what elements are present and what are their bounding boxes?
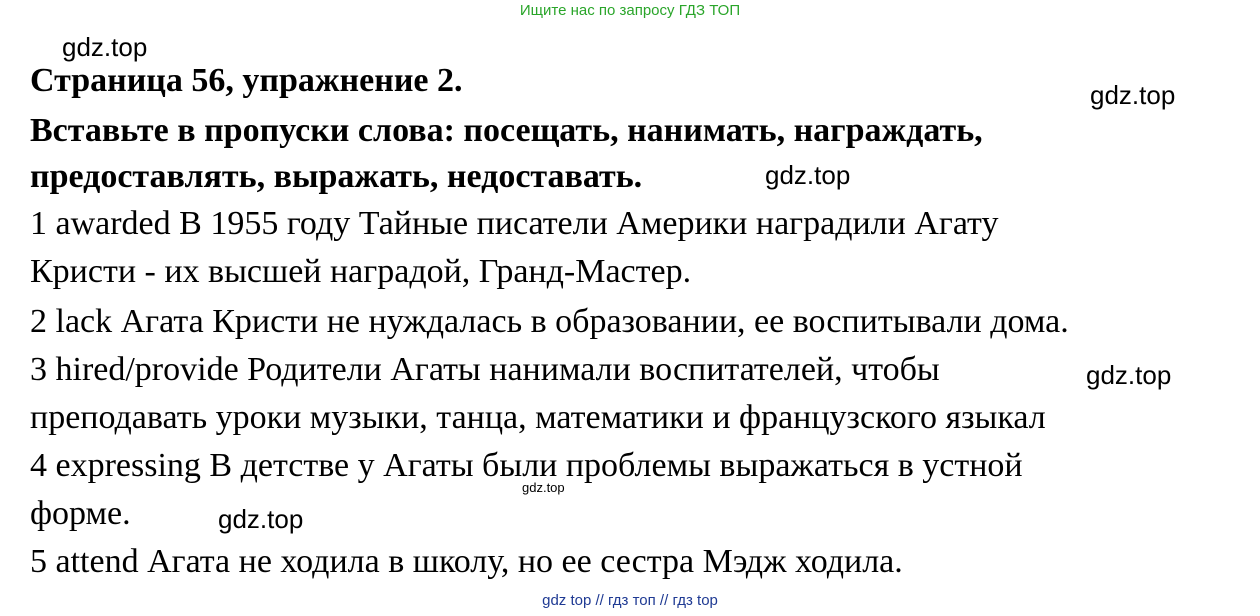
footer-separator: //: [655, 592, 673, 609]
watermark-text: gdz.top: [1090, 80, 1176, 110]
footer-links: [0, 592, 1260, 609]
watermark-text: gdz.top: [522, 480, 565, 495]
top-banner: Ищите нас по запросу ГДЗ ТОП: [519, 2, 741, 19]
answer-line: 3 hired/provide Родители Агаты нанимали воспитателей, чтобы: [30, 351, 940, 388]
footer-link-gdz-top-ru[interactable]: гдз топ: [608, 592, 656, 609]
instruction-line: Вставьте в пропуски слова: посещать, нанимать, награждать,: [30, 112, 983, 149]
answer-line: Кристи - их высшей наградой, Гранд-Мастер.: [30, 253, 692, 290]
answer-line: 2 lack Агата Кристи не нуждалась в образовании, ее воспитывали дома.: [30, 303, 1069, 340]
answer-line: 5 attend Агата не ходила в школу, но ее сестра Мэдж ходила.: [30, 543, 903, 580]
answer-line: 4 expressing В детстве у Агаты были проблемы выражаться в устной: [30, 447, 1023, 484]
page-title: Страница 56, упражнение 2.: [30, 62, 463, 99]
watermark-text: gdz.top: [218, 504, 304, 534]
footer-link-gdz-top[interactable]: gdz top: [542, 592, 592, 609]
instruction-line: предоставлять, выражать, недоставать.: [30, 158, 643, 195]
watermark-text: gdz.top: [62, 32, 148, 62]
watermark-text: gdz.top: [765, 160, 851, 190]
watermark-text: gdz.top: [1086, 360, 1172, 390]
answer-line: преподавать уроки музыки, танца, математики и французского языкал: [30, 399, 1046, 436]
answer-line: форме.: [30, 495, 131, 532]
footer-separator: //: [591, 592, 608, 609]
answer-line: 1 awarded В 1955 году Тайные писатели Америки наградили Агату: [30, 205, 999, 242]
footer-link-gdz-top-mixed[interactable]: гдз top: [672, 592, 718, 609]
